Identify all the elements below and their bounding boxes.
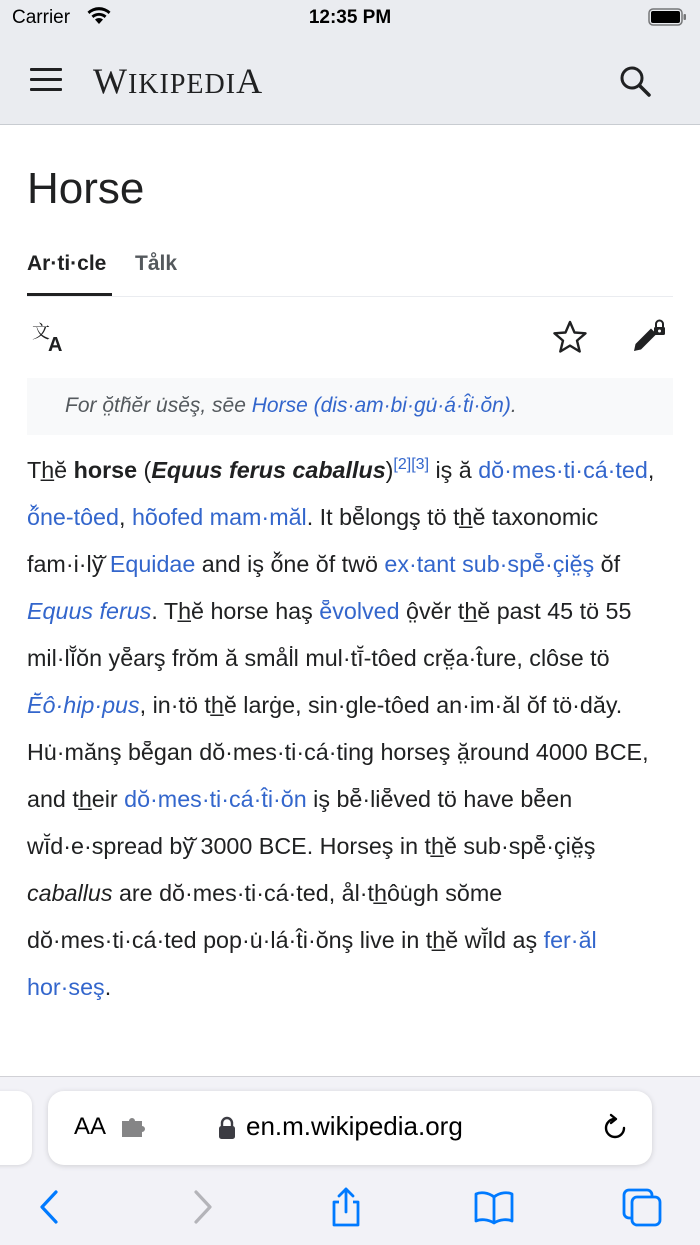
article-link[interactable]: fer·ăl hor·seş [27,927,597,1000]
lead-paragraph: Th̲ĕ horse (Equus ferus caballus)[2][3] iş ă dŏ·mes·ti·cá·ted, ő̆ne-tôed, hõofed mam·măl. It bĕ̄longş tö th̲ĕ taxonomic fam·i·lў̆ Equidae and iş ő̆ne ŏf twö ex·tant sub·spĕ̄·çiĕ̤ş ŏf Equus ferus. Th̲ĕ horse haş ĕ̄volved ô̤vĕr th̲ĕ past 45 tö 55 mil·lĭ̆ŏn yĕ̄arş frŏm ă smål̇l mul·tī̆-tôed crĕ̤a·t̂ure, clôse tö Ē̆ô·hip·pus, in·tö th̲ĕ larġe, sin·gle-tôed an·im·ăl ŏf tö·dăy. Hu̇·mănş bĕ̄gan dŏ·mes·ti·cá·ting horseş ă̤round 4000 BCE, and th̲eir dŏ·mes·ti·cá·t̂i·ŏn iş bĕ̄·liĕ̄ved tö have bĕ̄en wī̆d·e·spread bў̆ 3000 BCE. Horseş in th̲ĕ sub·spĕ̄·çiĕ̤ş caballus are dŏ·mes·ti·cá·ted, ål·th̲ôu̇gh sŏme dŏ·mes·ti·cá·ted pop·u̇·lá·t̂i·ŏnş live in th̲ĕ wī̆ld aş fer·ăl hor·seş. [27,456,655,1000]
article-link[interactable]: hõofed mam·măl [131,504,307,530]
tabs-icon[interactable] [622,1187,662,1227]
svg-text:文: 文 [32,322,50,343]
page-title: Horse [27,164,145,213]
menu-icon[interactable] [30,68,62,92]
wikipedia-logo[interactable]: WIKIPEDIA [93,61,264,101]
translate-icon[interactable] [32,320,70,354]
url-text[interactable]: en.m.wikipedia.org [246,1111,463,1141]
bold-term: horse [73,457,138,483]
lock-icon [218,1116,236,1140]
browser-toolbar [0,1177,700,1237]
bookmarks-icon[interactable] [474,1187,514,1227]
tab-article[interactable]: Ar·ti·cle [27,252,107,275]
scientific-name: Equus ferus caballus [151,457,386,483]
share-icon[interactable] [326,1187,366,1227]
hatnote-text: For ŏ̤th̆ĕr u̇sĕş, sēe [65,394,252,417]
article-link[interactable]: Equus ferus [27,598,152,624]
browser-bottom-bar [0,1076,700,1245]
back-icon[interactable] [30,1187,70,1227]
article-link[interactable]: dŏ·mes·ti·cá·t̂i·ŏn [124,786,307,812]
disambiguation-link[interactable]: Horse (dis·am·bi·gu̇·á·t̂i·ŏn) [251,394,511,417]
reference-link[interactable]: [2] [393,456,412,474]
article-body [27,447,673,1011]
tab-talk[interactable]: Tålk [135,252,178,275]
extension-icon[interactable] [120,1117,150,1139]
hatnote [27,378,673,435]
page-tabs [27,244,673,297]
article-link[interactable]: Ē̆ô·hip·pus [27,692,140,718]
article-link[interactable]: ő̆ne-tôed [27,504,119,530]
hatnote-suffix: . [510,394,517,417]
article-link[interactable]: ĕ̄volved [319,598,400,624]
forward-icon[interactable] [182,1187,222,1227]
carrier-label: Carrier [12,7,71,28]
edit-locked-icon[interactable] [631,318,667,354]
address-bar[interactable] [48,1091,652,1165]
search-icon[interactable] [618,64,652,98]
battery-icon [648,8,688,26]
svg-text:A: A [48,334,63,354]
article-link[interactable]: Equidae [109,551,196,577]
previous-tab-preview[interactable] [0,1091,32,1165]
status-bar [0,0,700,36]
text-size-button[interactable]: AA [74,1113,107,1140]
page-actions [27,296,673,379]
site-header [0,36,700,125]
clock: 12:35 PM [308,7,392,28]
article-link[interactable]: ex·tant sub·spĕ̄·çiĕ̤ş [384,551,595,577]
reload-icon[interactable] [600,1113,630,1143]
reference-link[interactable]: [3] [411,456,430,474]
article-link[interactable]: dŏ·mes·ti·cá·ted [478,457,648,483]
star-icon[interactable] [553,320,587,354]
